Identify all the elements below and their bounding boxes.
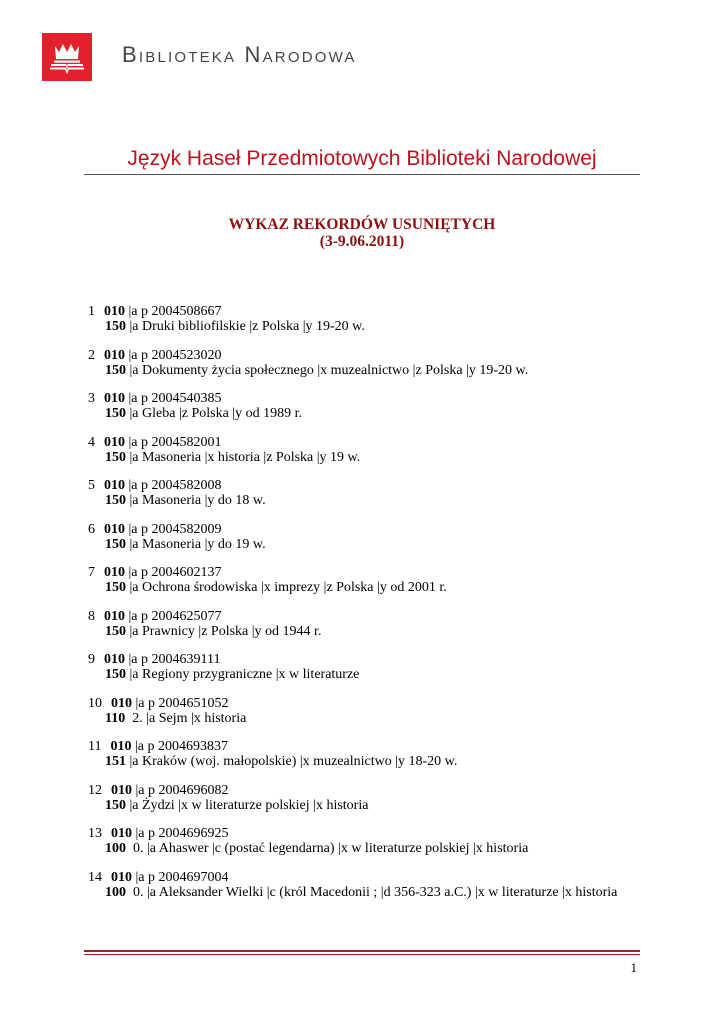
field-value: |a Ochrona środowiska |x imprezy |z Polska |y od 2001 r. [126, 580, 447, 595]
field-value: |a Regiony przygraniczne |x w literaturze [126, 667, 360, 682]
field-value: |a p 2004582008 [125, 478, 222, 493]
list-item [88, 522, 640, 552]
field-value: |a p 2004582009 [125, 521, 222, 537]
record-number: 4 [88, 434, 95, 450]
record-number: 3 [88, 391, 95, 406]
field-tag: 151 [105, 754, 126, 769]
field-tag: 010 [111, 695, 132, 711]
record-number: 12 [88, 782, 102, 798]
field-tag: 150 [105, 406, 126, 421]
list-item [88, 870, 640, 900]
field-value: |a p 2004602137 [125, 565, 222, 580]
list-item [88, 826, 640, 856]
library-logo [42, 33, 92, 81]
record-number: 11 [88, 739, 102, 754]
field-tag: 150 [105, 319, 126, 334]
field-tag: 010 [104, 478, 125, 493]
field-value: |a p 2004696925 [132, 826, 229, 841]
list-item [88, 652, 640, 682]
list-item [88, 696, 640, 726]
list-item [88, 348, 640, 378]
field-tag: 150 [105, 667, 126, 682]
field-tag: 150 [105, 797, 126, 813]
list-item [88, 609, 640, 639]
crown-book-icon [42, 33, 92, 81]
field-tag: 010 [104, 652, 125, 667]
field-tag: 100 [105, 884, 126, 900]
field-tag: 150 [105, 536, 126, 552]
field-value: |a Kraków (woj. małopolskie) |x muzealnictwo |y 18-20 w. [126, 754, 458, 769]
field-tag: 150 [105, 449, 126, 465]
field-value: |a Masoneria |x historia |z Polska |y 19 w. [126, 449, 361, 465]
field-value: |a Druki bibliofilskie |z Polska |y 19-20 w. [126, 319, 365, 334]
records-list [88, 304, 640, 913]
field-value: |a p 2004693837 [131, 739, 229, 754]
list-heading: WYKAZ REKORDÓW USUNIĘTYCH [228, 216, 496, 233]
field-value: |a Prawnicy |z Polska |y od 1944 r. [126, 623, 322, 639]
field-value: |a p 2004508667 [125, 304, 222, 319]
field-tag: 010 [104, 608, 125, 624]
field-value: 2. |a Sejm |x historia [125, 710, 247, 726]
field-value: |a p 2004651052 [132, 695, 229, 711]
field-tag: 150 [105, 493, 126, 508]
field-value: 0. |a Aleksander Wielki |c (król Macedonii ; |d 356-323 a.C.) |x w literaturze |x historia [126, 884, 618, 900]
record-number: 2 [88, 347, 95, 363]
list-date-range: (3-9.06.2011) [319, 233, 405, 250]
field-tag: 010 [104, 434, 125, 450]
field-tag: 010 [104, 304, 125, 319]
field-tag: 010 [104, 391, 125, 406]
list-item [88, 478, 640, 508]
field-value: |a Masoneria |y do 18 w. [126, 493, 266, 508]
footer-divider [84, 950, 640, 952]
field-tag: 010 [104, 521, 125, 537]
record-number: 13 [88, 826, 102, 841]
record-number: 1 [88, 304, 95, 319]
title-divider [84, 174, 640, 175]
field-value: |a p 2004696082 [132, 782, 229, 798]
field-value: |a p 2004523020 [125, 347, 222, 363]
org-name: Biblioteka Narodowa [122, 42, 357, 67]
field-tag: 100 [105, 841, 126, 856]
field-value: |a p 2004540385 [125, 391, 222, 406]
field-value: |a Dokumenty życia społecznego |x muzealnictwo |z Polska |y 19-20 w. [126, 362, 529, 378]
field-tag: 150 [105, 623, 126, 639]
field-value: 0. |a Ahaswer |c (postać legendarna) |x w literaturze polskiej |x historia [126, 841, 529, 856]
list-item [88, 435, 640, 465]
field-value: |a p 2004582001 [125, 434, 222, 450]
field-tag: 010 [111, 869, 132, 885]
field-tag: 150 [105, 362, 126, 378]
field-value: |a p 2004697004 [132, 869, 229, 885]
footer-divider-thin [84, 954, 640, 955]
field-value: |a p 2004625077 [125, 608, 222, 624]
field-value: |a Żydzi |x w literaturze polskiej |x historia [126, 797, 369, 813]
field-tag: 150 [105, 580, 126, 595]
field-tag: 010 [104, 347, 125, 363]
field-tag: 010 [104, 565, 125, 580]
record-number: 10 [88, 695, 102, 711]
list-item [88, 304, 640, 334]
field-value: |a Masoneria |y do 19 w. [126, 536, 266, 552]
document-title: Język Haseł Przedmiotowych Biblioteki Narodowej [127, 147, 597, 170]
field-tag: 010 [111, 826, 132, 841]
field-value: |a p 2004639111 [125, 652, 221, 667]
field-tag: 010 [111, 782, 132, 798]
record-number: 9 [88, 652, 95, 667]
list-item [88, 391, 640, 421]
record-number: 5 [88, 478, 95, 493]
list-item [88, 565, 640, 595]
record-number: 7 [88, 565, 95, 580]
list-item [88, 783, 640, 813]
field-value: |a Gleba |z Polska |y od 1989 r. [126, 406, 302, 421]
field-tag: 010 [110, 739, 132, 754]
list-item [88, 739, 640, 769]
record-number: 8 [88, 608, 95, 624]
record-number: 14 [88, 869, 102, 885]
page-number: 1 [630, 960, 637, 975]
field-tag: 110 [105, 710, 126, 726]
record-number: 6 [88, 521, 95, 537]
